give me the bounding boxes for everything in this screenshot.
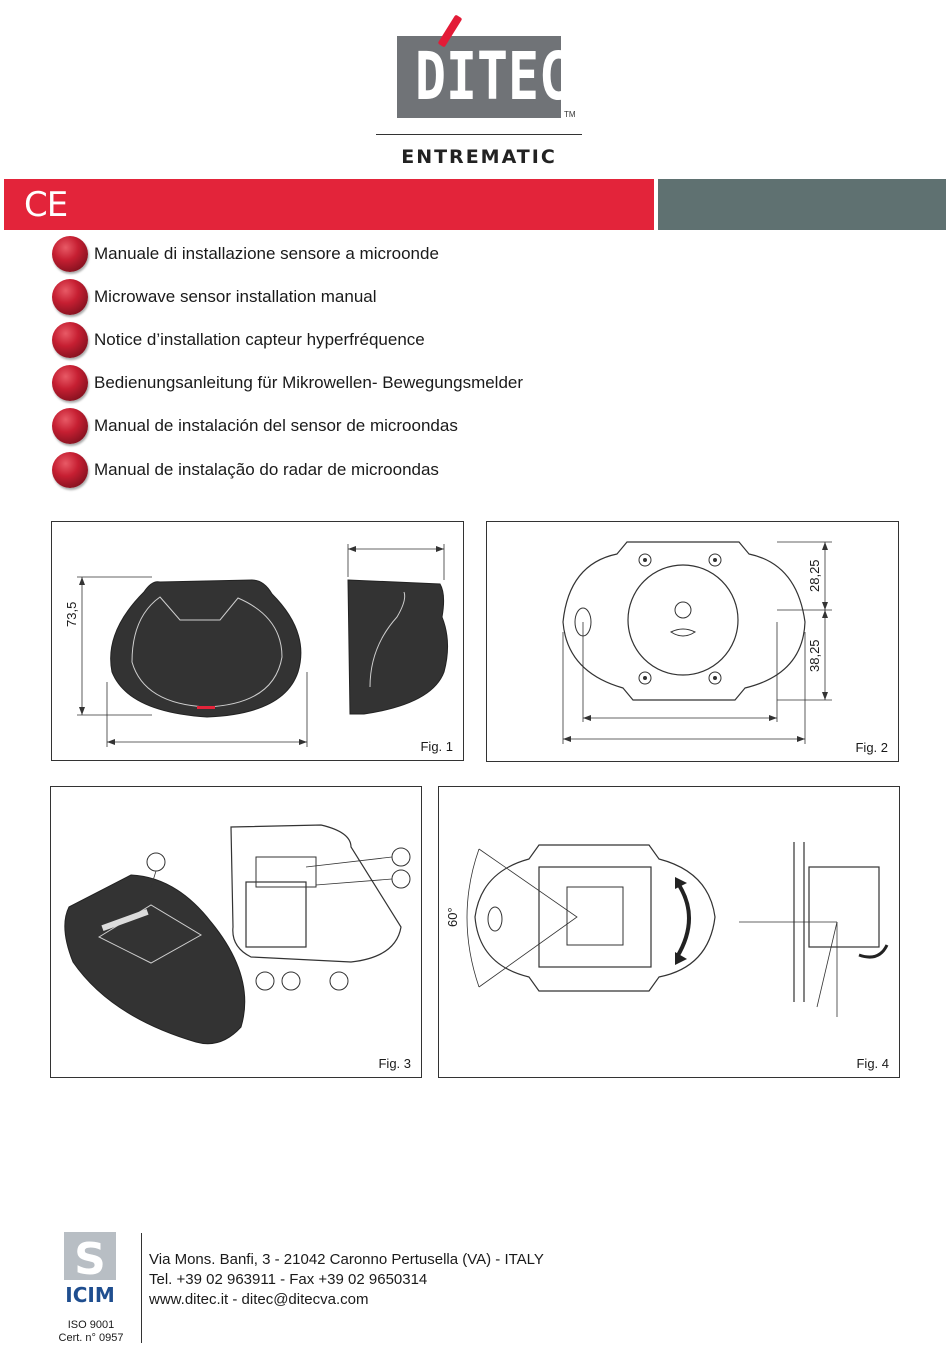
- dimension-top: 28,25: [807, 559, 822, 592]
- certificate-number: Cert. n° 0957: [58, 1332, 124, 1344]
- manual-title: Notice d’installation capteur hyperfréquence: [94, 330, 425, 349]
- figure-2-label: Fig. 2: [855, 740, 888, 755]
- icim-certification-logo: [60, 1232, 120, 1304]
- dimension-height: 73,5: [64, 601, 79, 627]
- figure-3: [50, 786, 422, 1078]
- logo-divider: [376, 134, 582, 135]
- banner-red-bar: [4, 179, 654, 230]
- ditec-logo-text: DITEC: [415, 38, 571, 115]
- exploded-assembly-drawing: [51, 787, 423, 1079]
- figure-1-label: Fig. 1: [420, 739, 453, 754]
- iso-standard: ISO 9001: [67, 1319, 115, 1331]
- figure-4: [438, 786, 900, 1078]
- figure-4-label: Fig. 4: [856, 1056, 889, 1071]
- mounting-plate-drawing: [487, 522, 900, 763]
- red-bullet-icon: [52, 365, 88, 401]
- figure-1: [51, 521, 464, 761]
- company-phone: Tel. +39 02 963911 - Fax +39 02 9650314: [149, 1271, 428, 1288]
- ce-mark: CE: [24, 185, 68, 225]
- entrematic-wordmark: ENTREMATIC: [401, 146, 557, 168]
- red-bullet-icon: [52, 236, 88, 272]
- manual-title: Manual de instalação do radar de microondas: [94, 460, 439, 479]
- dimension-bottom: 38,25: [807, 639, 822, 672]
- manual-title: Microwave sensor installation manual: [94, 287, 377, 306]
- manual-title: Bedienungsanleitung für Mikrowellen- Bewegungsmelder: [94, 373, 524, 392]
- sensor-dimensions-drawing: [52, 522, 465, 762]
- iso-certification: [48, 1319, 134, 1345]
- company-address: Via Mons. Banfi, 3 - 21042 Caronno Pertusella (VA) - ITALY: [149, 1251, 544, 1268]
- red-bullet-icon: [52, 279, 88, 315]
- red-bullet-icon: [52, 408, 88, 444]
- figure-2: [486, 521, 899, 762]
- figure-3-label: Fig. 3: [378, 1056, 411, 1071]
- company-web-email[interactable]: www.ditec.it - ditec@diteсva.com: [149, 1291, 369, 1308]
- banner-gray-bar: [658, 179, 946, 230]
- footer-divider: [141, 1233, 142, 1343]
- manual-title: Manual de instalación del sensor de microondas: [94, 416, 458, 435]
- manual-title: Manuale di installazione sensore a microonde: [94, 244, 439, 263]
- angle-label: 60°: [445, 907, 460, 927]
- svg-text:S: S: [74, 1234, 106, 1285]
- red-bullet-icon: [52, 452, 88, 488]
- icim-logo-text: ICIM: [65, 1283, 115, 1304]
- angle-adjustment-drawing: [439, 787, 901, 1079]
- red-bullet-icon: [52, 322, 88, 358]
- trademark-symbol: TM: [564, 110, 576, 119]
